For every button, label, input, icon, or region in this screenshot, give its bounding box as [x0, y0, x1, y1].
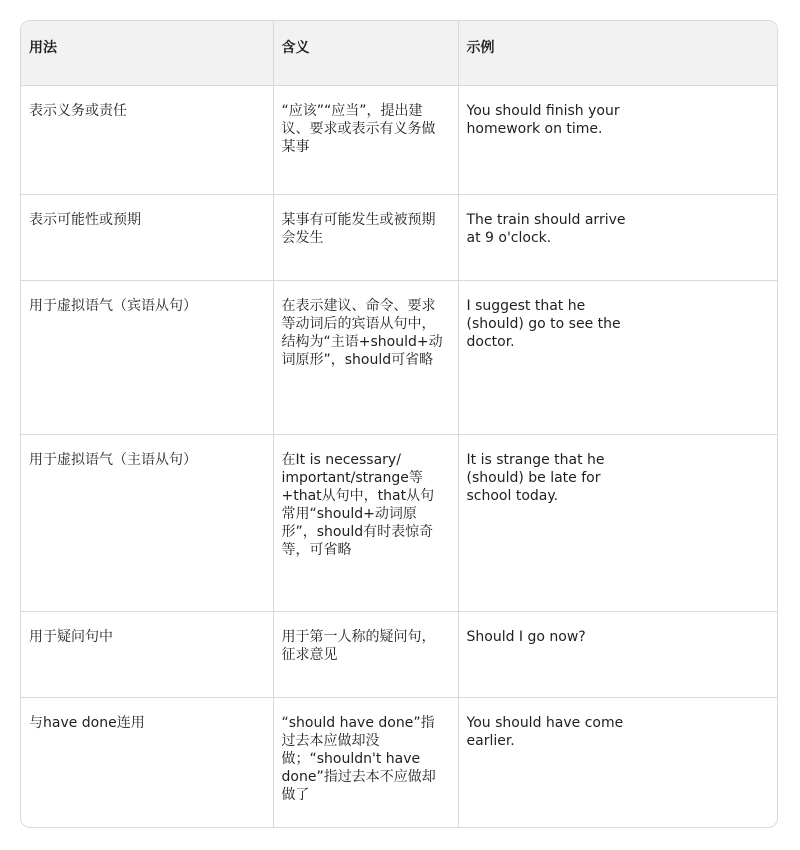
- example-cell: I suggest that he (should) go to see the doctor.: [458, 280, 777, 434]
- example-cell: Should I go now?: [458, 611, 777, 697]
- meaning-cell: “应该”“应当”，提出建议、要求或表示有义务做某事: [273, 85, 458, 194]
- meaning-cell: 在表示建议、命令、要求等动词后的宾语从句中，结构为“主语+should+动词原形”，should可省略: [273, 280, 458, 434]
- usage-cell: 用于虚拟语气（主语从句）: [21, 434, 273, 611]
- meaning-cell: 用于第一人称的疑问句，征求意见: [273, 611, 458, 697]
- table-row: [21, 280, 777, 434]
- usage-cell: 与have done连用: [21, 697, 273, 828]
- table-row: [21, 85, 777, 194]
- example-cell: It is strange that he (should) be late for school today.: [458, 434, 777, 611]
- table-header: [21, 21, 777, 85]
- example-cell: You should finish your homework on time.: [458, 85, 777, 194]
- table-row: [21, 194, 777, 280]
- table-row: [21, 611, 777, 697]
- table-row: [21, 434, 777, 611]
- header-usage: 用法: [21, 21, 273, 85]
- table-body: [21, 85, 777, 828]
- example-cell: The train should arrive at 9 o'clock.: [458, 194, 777, 280]
- usage-cell: 用于疑问句中: [21, 611, 273, 697]
- usage-cell: 表示义务或责任: [21, 85, 273, 194]
- meaning-cell: “should have done”指过去本应做却没做；“shouldn't have done”指过去本不应做却做了: [273, 697, 458, 828]
- usage-cell: 用于虚拟语气（宾语从句）: [21, 280, 273, 434]
- meaning-cell: 某事有可能发生或被预期会发生: [273, 194, 458, 280]
- usage-table: [20, 20, 778, 828]
- header-row: [21, 21, 777, 85]
- should-usage-table: [21, 21, 777, 828]
- header-example: 示例: [458, 21, 777, 85]
- header-meaning: 含义: [273, 21, 458, 85]
- example-cell: You should have come earlier.: [466, 714, 624, 749]
- usage-cell: 表示可能性或预期: [21, 194, 273, 280]
- table-row: [21, 697, 777, 828]
- meaning-cell: 在It is necessary/ important/strange等+that从句中，that从句常用“should+动词原形”，should有时表惊奇等，可省略: [273, 434, 458, 611]
